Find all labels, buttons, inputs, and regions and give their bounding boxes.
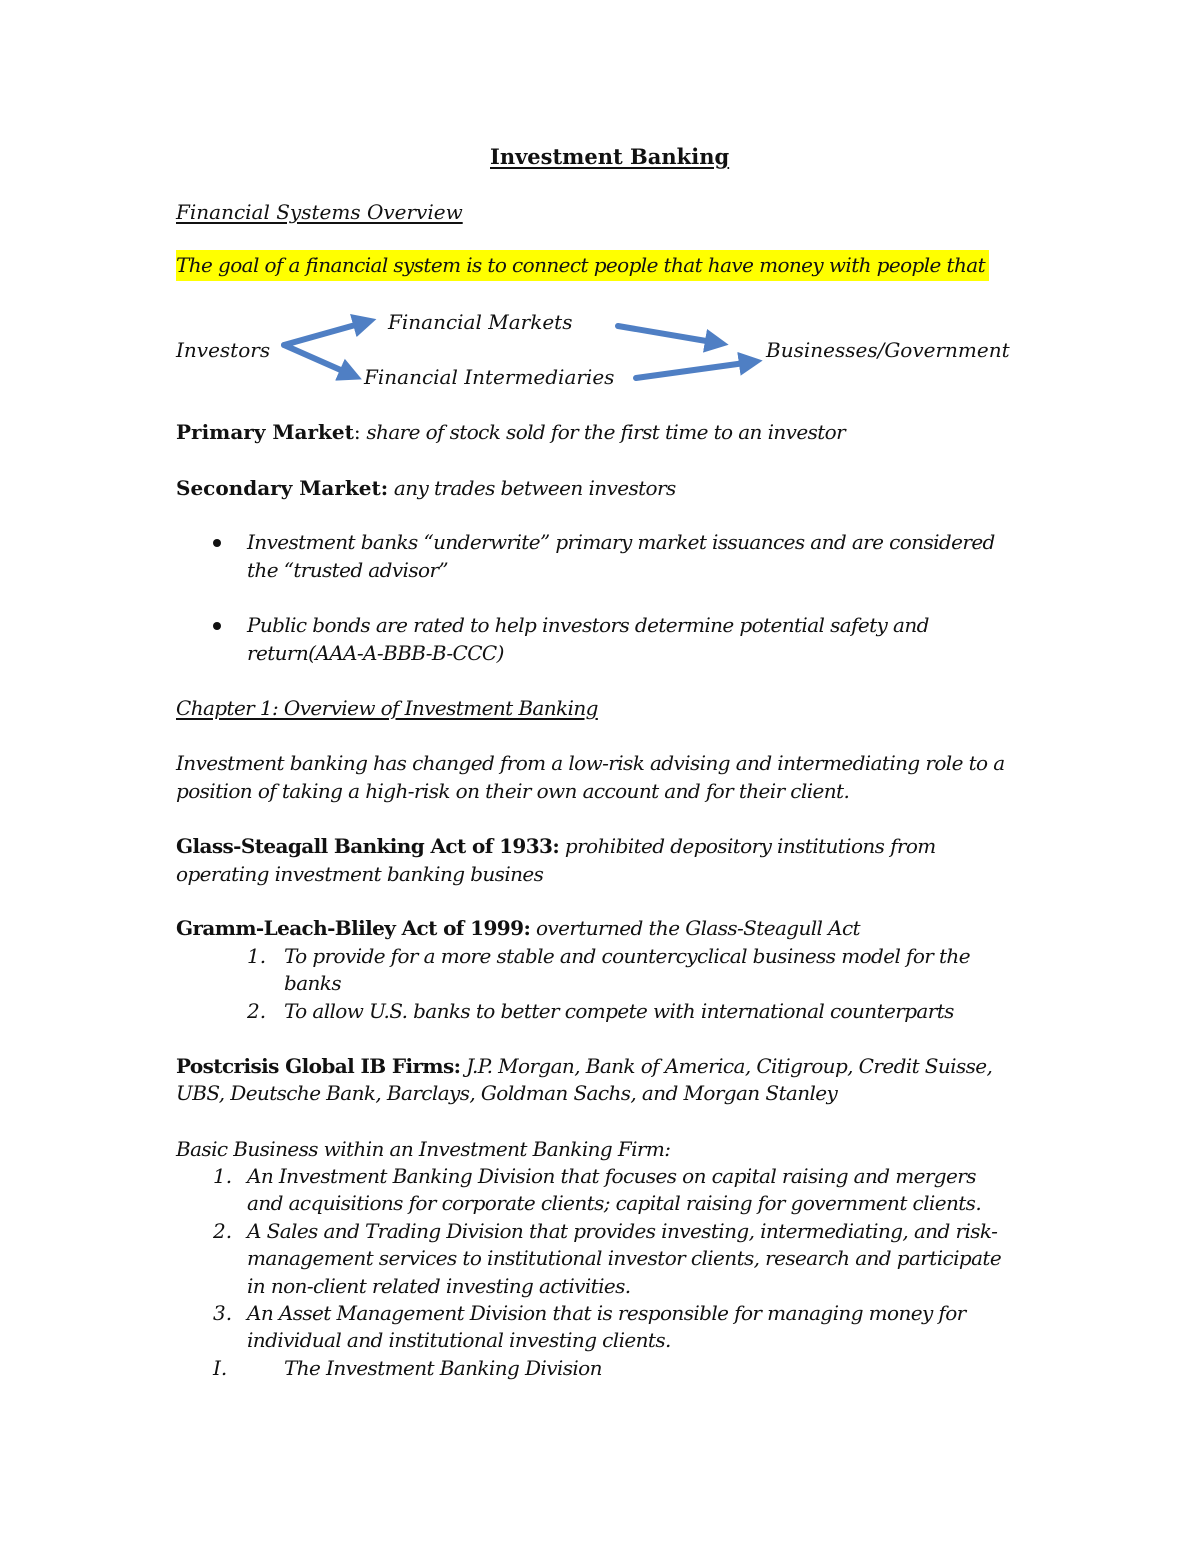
gramm-item-2-number: 2. bbox=[247, 999, 267, 1023]
bullet-dot bbox=[213, 622, 221, 630]
section-heading-financial-systems: Financial Systems Overview bbox=[176, 200, 463, 224]
primary-market-term: Primary Market bbox=[176, 420, 354, 444]
bullet-2-line-1: Public bonds are rated to help investors determine potential safety and bbox=[247, 613, 929, 637]
basic-item-3-line-2: individual and institutional investing clients. bbox=[247, 1328, 671, 1352]
basic-business-heading: Basic Business within an Investment Banking Firm: bbox=[176, 1137, 671, 1161]
secondary-market-def: any trades between investors bbox=[388, 476, 676, 500]
bullet-1-line-2: the “trusted advisor” bbox=[247, 558, 449, 582]
bullet-dot bbox=[213, 539, 221, 547]
bullet-1-line-1: Investment banks “underwrite” primary market issuances and are considered bbox=[247, 530, 995, 554]
basic-item-1-number: 1. bbox=[213, 1164, 233, 1188]
postcrisis-firms-term: Postcrisis Global IB Firms: bbox=[176, 1054, 461, 1078]
basic-item-1-line-1: An Investment Banking Division that focuses on capital raising and mergers bbox=[247, 1164, 976, 1188]
gramm-item-1-line-1: To provide for a more stable and countercyclical business model for the bbox=[284, 944, 970, 968]
basic-item-2-line-3: in non-client related investing activities. bbox=[247, 1274, 631, 1298]
primary-market-colon: : bbox=[353, 420, 361, 444]
basic-item-3-line-1: An Asset Management Division that is responsible for managing money for bbox=[247, 1301, 966, 1325]
basic-item-2-line-2: management services to institutional investor clients, research and participate bbox=[247, 1246, 1002, 1270]
basic-item-1-line-2: and acquisitions for corporate clients; capital raising for government clients. bbox=[247, 1191, 982, 1215]
glass-steagall-definition bbox=[176, 836, 936, 856]
bullet-2-line-2: return(AAA-A-BBB-B-CCC) bbox=[247, 641, 504, 665]
roman-item-text: The Investment Banking Division bbox=[284, 1356, 602, 1380]
roman-item-number: I. bbox=[213, 1356, 228, 1380]
diagram-label-businesses-government: Businesses/Government bbox=[766, 338, 1010, 362]
diagram-label-financial-intermediaries: Financial Intermediaries bbox=[364, 365, 615, 389]
basic-item-3-number: 3. bbox=[213, 1301, 233, 1325]
gramm-leach-bliley-def: overturned the Glass-Steagull Act bbox=[530, 916, 860, 940]
basic-item-2-number: 2. bbox=[213, 1219, 233, 1243]
gramm-leach-bliley-definition bbox=[176, 918, 860, 938]
diagram-label-investors: Investors bbox=[176, 338, 271, 362]
gramm-leach-bliley-term: Gramm-Leach-Bliley Act of 1999: bbox=[176, 916, 531, 940]
goal-highlight-text: The goal of a financial system is to connect people that have money with people that bbox=[176, 250, 989, 281]
gramm-item-1-line-2: banks bbox=[284, 971, 341, 995]
glass-steagall-term: Glass-Steagall Banking Act of 1933: bbox=[176, 834, 560, 858]
glass-steagall-def: prohibited depository institutions from bbox=[559, 834, 936, 858]
basic-item-2-line-1: A Sales and Trading Division that provides investing, intermediating, and risk- bbox=[247, 1219, 998, 1243]
glass-steagall-def-line-2: operating investment banking busines bbox=[176, 862, 544, 886]
gramm-item-1-number: 1. bbox=[247, 944, 267, 968]
arrow-markets-to-businesses bbox=[618, 326, 718, 343]
chapter-1-para-line-1: Investment banking has changed from a low-risk advising and intermediating role to a bbox=[176, 751, 1005, 775]
postcrisis-firms-def: J.P. Morgan, Bank of America, Citigroup, Credit Suisse, bbox=[460, 1054, 993, 1078]
secondary-market-definition bbox=[176, 478, 676, 498]
arrow-intermediaries-to-businesses bbox=[636, 362, 752, 378]
arrow-investors-to-markets bbox=[284, 322, 366, 345]
postcrisis-firms-definition bbox=[176, 1056, 992, 1076]
postcrisis-firms-def-line-2: UBS, Deutsche Bank, Barclays, Goldman Sachs, and Morgan Stanley bbox=[176, 1081, 838, 1105]
secondary-market-term: Secondary Market: bbox=[176, 476, 389, 500]
gramm-item-2-line-1: To allow U.S. banks to better compete with international counterparts bbox=[284, 999, 954, 1023]
primary-market-definition bbox=[176, 422, 845, 442]
primary-market-def: share of stock sold for the first time to an investor bbox=[360, 420, 846, 444]
chapter-1-heading: Chapter 1: Overview of Investment Banking bbox=[176, 696, 598, 720]
arrow-investors-to-intermediaries bbox=[284, 345, 352, 375]
diagram-label-financial-markets: Financial Markets bbox=[388, 310, 573, 334]
document-title: Investment Banking bbox=[490, 144, 730, 169]
chapter-1-para-line-2: position of taking a high-risk on their own account and for their client. bbox=[176, 779, 850, 803]
